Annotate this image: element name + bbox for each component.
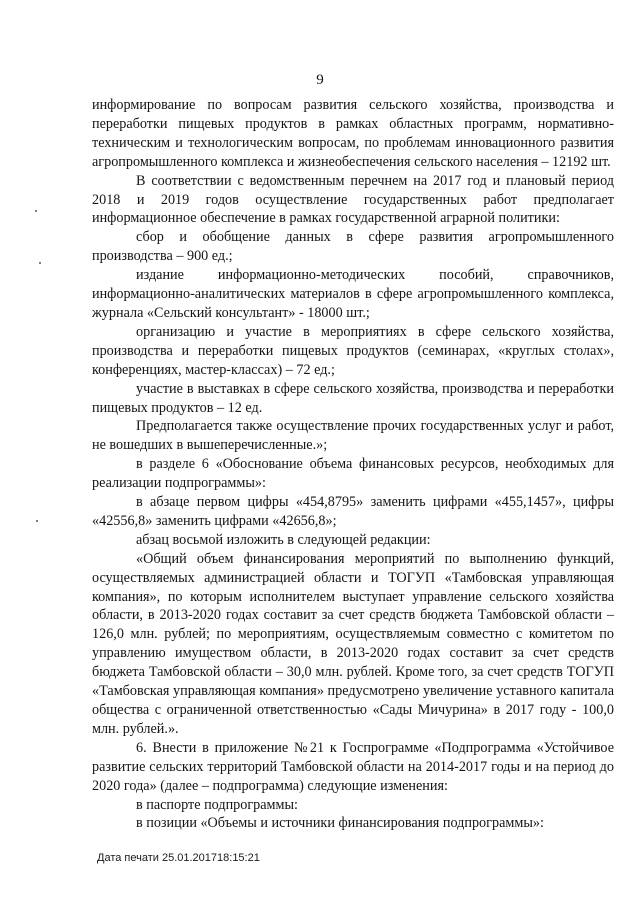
paragraph: издание информационно-методических пособий, справочников, информационно-аналитических материалов в сфере агропромышленного комплекса, журнала «Сельский консультант» - 18000 шт.;	[92, 267, 614, 321]
paragraph: организацию и участие в мероприятиях в сфере сельского хозяйства, производства и переработки пищевых продуктов (семинарах, «круглых столах», конференциях, мастер-классах) – 72 ед.;	[92, 323, 614, 378]
scan-speck	[39, 262, 41, 264]
scan-speck	[35, 210, 37, 212]
paragraph: в абзаце первом цифры «454,8795» заменить цифрами «455,1457», цифры «42556,8» заменить цифрами «42656,8»;	[92, 494, 614, 529]
paragraph: Предполагается также осуществление прочих государственных услуг и работ, не вошедших в вышеперечисленные.»;	[92, 418, 614, 454]
document-body	[92, 96, 614, 833]
paragraph: информирование по вопросам развития сельского хозяйства, производства и переработки пищевых продуктов в рамках областных программ, нормативно-техническим и технологическим вопросам, по проблемам инновационного развития агропромышленного комплекса и жизнеобеспечения сельского населения – 12192 шт.	[92, 97, 614, 170]
paragraph: «Общий объем финансирования мероприятий по выполнению функций, осуществляемых администрацией области и ТОГУП «Тамбовская управляющая компания», по которым исполнителем выступает управление сельского хозяйства области, в 2013-2020 годах составит за счет средств бюджета Тамбовской области –126,0 млн. рублей; по мероприятиям, осуществляемым совместно с комитетом по управлению имуществом области, в 2013-2020 годах составит за счет средств бюджета Тамбовской области – 30,0 млн. рублей. Кроме того, за счет средств ТОГУП «Тамбовская управляющая компания» предусмотрено увеличение уставного капитала общества с ограниченной ответственностью «Сады Мичурина» в 2017 году - 100,0 млн. рублей.».	[92, 550, 614, 737]
scan-speck	[36, 520, 38, 522]
paragraph: в позиции «Объемы и источники финансирования подпрограммы»:	[136, 815, 544, 832]
paragraph: 6. Внести в приложение №21 к Госпрограмме «Подпрограмма «Устойчивое развитие сельских территорий Тамбовской области на 2014-2017 годы и на период до 2020 года» (далее – подпрограмма) следующие изменения:	[92, 739, 614, 794]
print-date-stamp: Дата печати 25.01.201718:15:21	[97, 852, 260, 864]
paragraph: в разделе 6 «Обоснование объема финансовых ресурсов, необходимых для реализации подпрограммы»:	[92, 456, 614, 492]
paragraph: В соответствии с ведомственным перечнем на 2017 год и плановый период 2018 и 2019 годов осуществление государственных работ предполагает информационное обеспечение в рамках государственной аграрной политики:	[92, 172, 614, 227]
paragraph: в паспорте подпрограммы:	[136, 796, 298, 813]
paragraph: абзац восьмой изложить в следующей редакции:	[136, 531, 431, 548]
page-number: 9	[316, 72, 324, 88]
paragraph: участие в выставках в сфере сельского хозяйства, производства и переработки пищевых продуктов – 12 ед.	[92, 380, 614, 416]
paragraph: сбор и обобщение данных в сфере развития агропромышленного производства – 900 ед.;	[92, 229, 614, 265]
